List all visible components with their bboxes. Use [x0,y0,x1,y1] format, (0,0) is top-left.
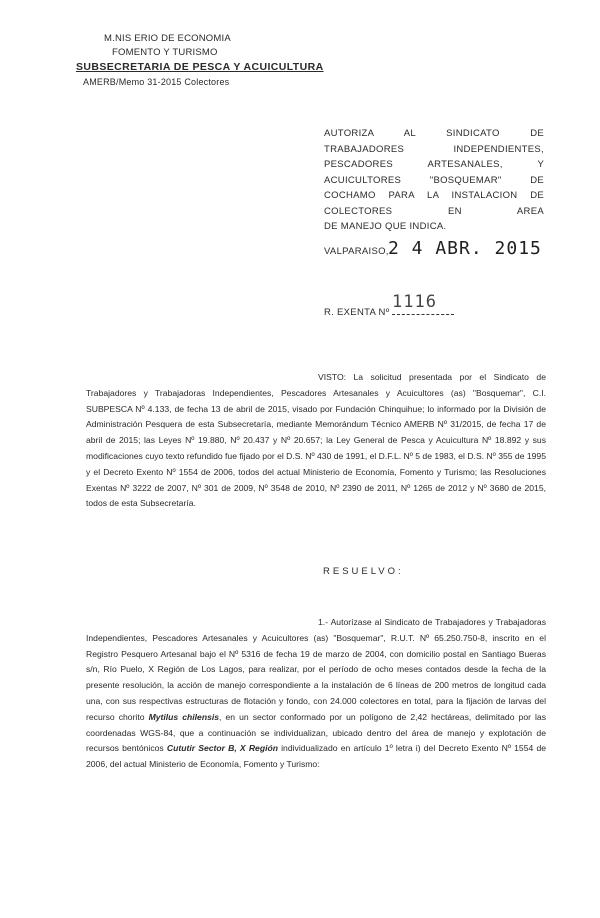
exenta-number: 1116 [392,292,437,312]
resuelvo-heading: RESUELVO: [323,566,404,577]
resolution-paragraph-1 [86,615,546,773]
header-subsecretaria: SUBSECRETARIA DE PESCA Y ACUICULTURA [76,61,324,73]
header-reference: AMERB/Memo 31-2015 Colectores [83,77,230,87]
sector-name: Cututir Sector B, X Región [166,743,278,754]
visto-paragraph: VISTO: La solicitud presentada por el Sindicato de Trabajadores y Trabajadoras Independientes, Pescadores Artesanales y Acuicultores (as) "Bosquemar", C.I. SUBPESCA Nº 4.133, de fecha 13 de abril de 2015, visado por Fundación Chinquihue; lo informado por la División de Administración Pesquera de esta Subsecretaría, mediante Memorándum Técnico AMERB Nº 31/2015, de fecha 17 de abril de 2015; las Leyes Nº 19.880, Nº 20.437 y Nº 20.657; la Ley General de Pesca y Acuicultura Nº 18.892 y sus modificaciones cuyo texto refundido fue fijado por el D.S. Nº 430 de 1991, el D.F.L. Nº 5 de 1983, el D.S. Nº 355 de 1995 y el Decreto Exento Nº 1554 de 2006, todos del actual Ministerio de Economía, Fomento y Turismo; las Resoluciones Exentas Nº 3222 de 2007, Nº 301 de 2009, Nº 3548 de 2010, Nº 2390 de 2011, Nº 1265 de 2012 y Nº 3680 de 2015, todos de esta Subsecretaría. [86,372,546,509]
header-ministry: M.NIS ERIO DE ECONOMIA [104,33,231,44]
exenta-text: R. EXENTA Nº [324,307,390,318]
header-fomento: FOMENTO Y TURISMO [112,47,218,58]
document-title [324,126,544,235]
date-stamp: 2 4 ABR. 2015 [388,238,542,259]
species-name: Mytilus chilensis [148,711,220,722]
title-line: AUTORIZA AL SINDICATO DE TRABAJADORES [324,128,544,155]
place-label: VALPARAISO, [324,246,389,257]
title-line: PARA LA INSTALACION DE COLECTORES EN AREA [324,190,544,217]
title-line: ACUICULTORES "BOSQUEMAR" DE COCHAMO [324,174,544,201]
title-line: DE MANEJO QUE INDICA. [324,221,447,232]
p1-text-part2: , en un sector conformado por un polígono de 2,42 hectáreas, delimitado por las coordenadas WGS-84, que a continuación se individualizan, ubicado dentro del área de manejo y explotación de recursos bentónicos [86,711,546,754]
title-line: INDEPENDIENTES, PESCADORES ARTESANALES, Y [324,143,544,170]
p1-text-part3: individualizado en artículo 1º letra i) del Decreto Exento Nº 1554 de 2006, del actual Ministerio de Economía, Fomento y Turismo: [86,743,546,770]
p1-text-part1: 1.- Autorízase al Sindicato de Trabajadores y Trabajadoras Independientes, Pescadores Artesanales y Acuicultores (as) "Bosquemar", R.U.T. Nº 65.250.750-8, inscrito en el Registro Pesquero Artesanal bajo el Nº 5316 de fecha 19 de marzo de 2004, con domicilio postal en Santiago Bueras s/n, Río Puelo, X Región de Los Lagos, para realizar, por el período de ocho meses contados desde la fecha de la presente resolución, la acción de manejo correspondiente a la instalación de 6 líneas de 200 metros de longitud cada una, con sus respectivas estructuras de flotación y fondo, con 24.000 colectores en total, para la fijación de larvas del recurso chorito [86,617,546,722]
